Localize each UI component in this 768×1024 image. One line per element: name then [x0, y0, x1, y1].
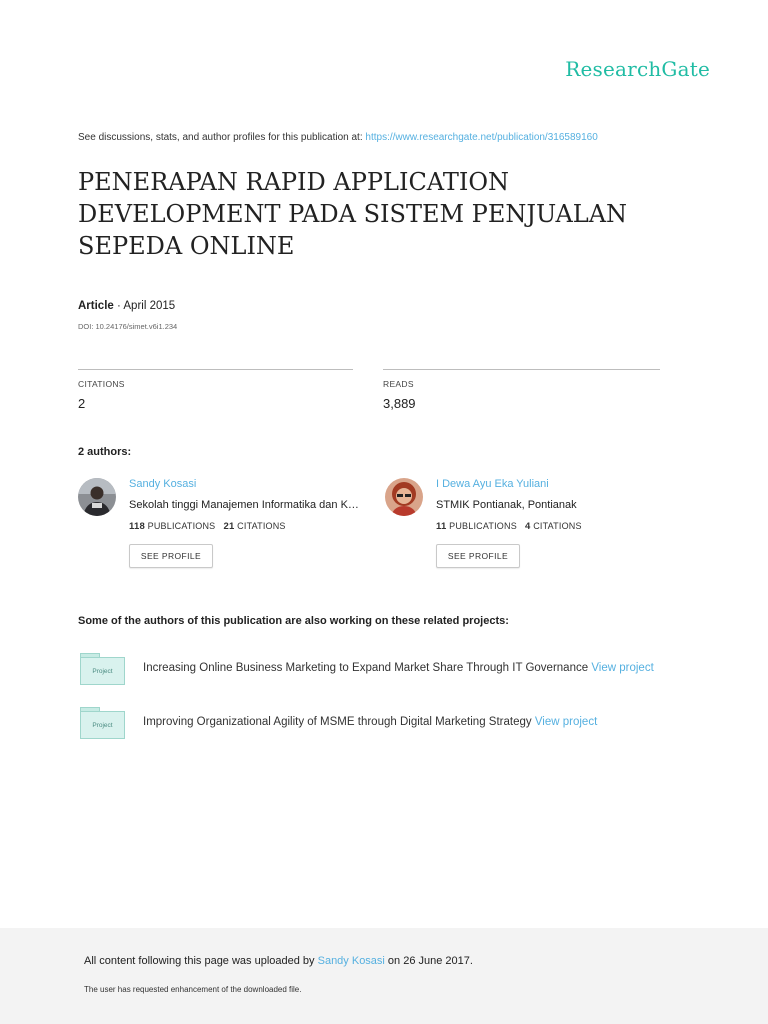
publication-title: PENERAPAN RAPID APPLICATION DEVELOPMENT PADA SISTEM PENJUALAN SEPEDA ONLINE — [78, 168, 628, 260]
citations-label: CITATIONS — [78, 379, 125, 389]
uploader-link[interactable]: Sandy Kosasi — [317, 955, 385, 967]
author-stats — [129, 521, 286, 532]
project-folder-icon — [80, 707, 125, 739]
avatar[interactable] — [385, 478, 423, 516]
upload-info — [84, 955, 473, 967]
project-title: Increasing Online Business Marketing to Expand Market Share Through IT Governance — [143, 662, 589, 674]
project-line — [143, 716, 597, 728]
see-profile-button[interactable]: SEE PROFILE — [436, 544, 520, 568]
author-publications-count: 11 — [436, 521, 447, 532]
publication-type: Article — [78, 300, 114, 312]
author-name-link[interactable]: I Dewa Ayu Eka Yuliani — [436, 478, 549, 490]
reads-label: READS — [383, 379, 414, 389]
author-citations-count: 21 — [223, 521, 235, 532]
discussion-text: See discussions, stats, and author profiles for this publication at: — [78, 132, 366, 143]
citations-divider — [78, 369, 353, 370]
project-badge: Project — [80, 657, 125, 685]
author-institution: Sekolah tinggi Manajemen Informatika dan K… — [129, 499, 359, 511]
author-publications-label: PUBLICATIONS — [449, 521, 517, 531]
reads-divider — [383, 369, 660, 370]
project-item — [80, 707, 720, 743]
author-citations-count: 4 — [525, 521, 531, 532]
authors-heading: 2 authors: — [78, 446, 132, 458]
author-card — [385, 478, 685, 578]
related-projects-heading: Some of the authors of this publication are also working on these related projects: — [78, 615, 509, 627]
author-card — [78, 478, 378, 578]
project-folder-icon — [80, 653, 125, 685]
publication-meta — [78, 300, 175, 312]
author-institution: STMIK Pontianak, Pontianak — [436, 499, 577, 511]
author-publications-label: PUBLICATIONS — [147, 521, 216, 531]
citations-value: 2 — [78, 396, 86, 411]
upload-footer — [0, 928, 768, 1024]
view-project-link[interactable]: View project — [591, 662, 654, 674]
publication-date: · April 2015 — [113, 300, 176, 312]
project-item — [80, 653, 720, 689]
project-title: Improving Organizational Agility of MSME through Digital Marketing Strategy — [143, 716, 532, 728]
view-project-link[interactable]: View project — [534, 716, 598, 728]
author-stats — [436, 521, 582, 532]
author-citations-label: CITATIONS — [237, 521, 286, 531]
upload-prefix: All content following this page was uploaded by — [84, 955, 318, 967]
discussion-line — [78, 132, 598, 143]
reads-value: 3,889 — [383, 396, 416, 411]
project-badge: Project — [80, 711, 125, 739]
project-line — [143, 662, 654, 674]
upload-suffix: on 26 June 2017. — [384, 955, 473, 967]
author-citations-label: CITATIONS — [533, 521, 582, 531]
publication-url-link[interactable]: https://www.researchgate.net/publication/316589160 — [365, 132, 598, 143]
author-name-link[interactable]: Sandy Kosasi — [129, 478, 197, 490]
author-publications-count: 118 — [129, 521, 145, 532]
author-photo-icon — [385, 478, 423, 516]
enhancement-note: The user has requested enhancement of the downloaded file. — [84, 985, 302, 994]
researchgate-logo[interactable]: ResearchGate — [565, 57, 710, 81]
see-profile-button[interactable]: SEE PROFILE — [129, 544, 213, 568]
publication-doi: DOI: 10.24176/simet.v6i1.234 — [78, 322, 178, 331]
author-photo-icon — [78, 478, 116, 516]
avatar[interactable] — [78, 478, 116, 516]
